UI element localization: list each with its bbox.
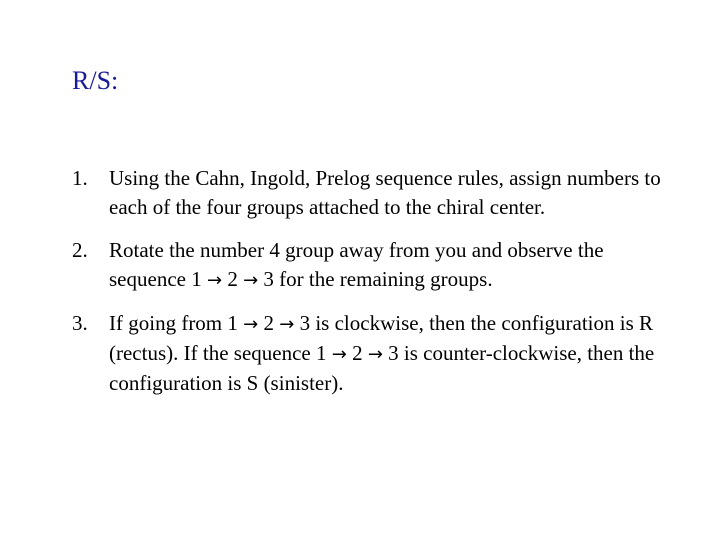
step-2 <box>72 236 672 295</box>
step-number: 2. <box>72 238 88 262</box>
step-number: 1. <box>72 166 88 190</box>
step-text: 2 <box>258 311 280 335</box>
right-arrow-icon: → <box>331 344 347 365</box>
step-text: 3 is clockwise, then the configuration is R (rectus). If the sequence 1 <box>109 311 654 365</box>
step-text: If going from 1 <box>109 311 244 335</box>
right-arrow-icon: → <box>367 344 383 365</box>
step-text: Using the Cahn, Ingold, Prelog sequence rules, assign numbers to each of the four groups attached to the chiral center. <box>109 166 661 219</box>
step-text: 3 is counter-clockwise, then the configuration is S (sinister). <box>109 341 655 395</box>
step-number: 3. <box>72 311 88 335</box>
slide-title: R/S: <box>72 66 119 95</box>
right-arrow-icon: → <box>206 270 223 291</box>
step-text: 3 for the remaining groups. <box>258 267 493 291</box>
step-1 <box>72 164 672 222</box>
right-arrow-icon: → <box>279 314 295 335</box>
steps-list <box>72 164 672 412</box>
step-text: 2 <box>346 341 368 365</box>
step-text: Rotate the number 4 group away from you and observe the sequence 1 <box>109 238 604 291</box>
step-3 <box>72 309 672 398</box>
right-arrow-icon: → <box>243 270 259 291</box>
step-text: 2 <box>222 267 244 291</box>
right-arrow-icon: → <box>243 314 259 335</box>
